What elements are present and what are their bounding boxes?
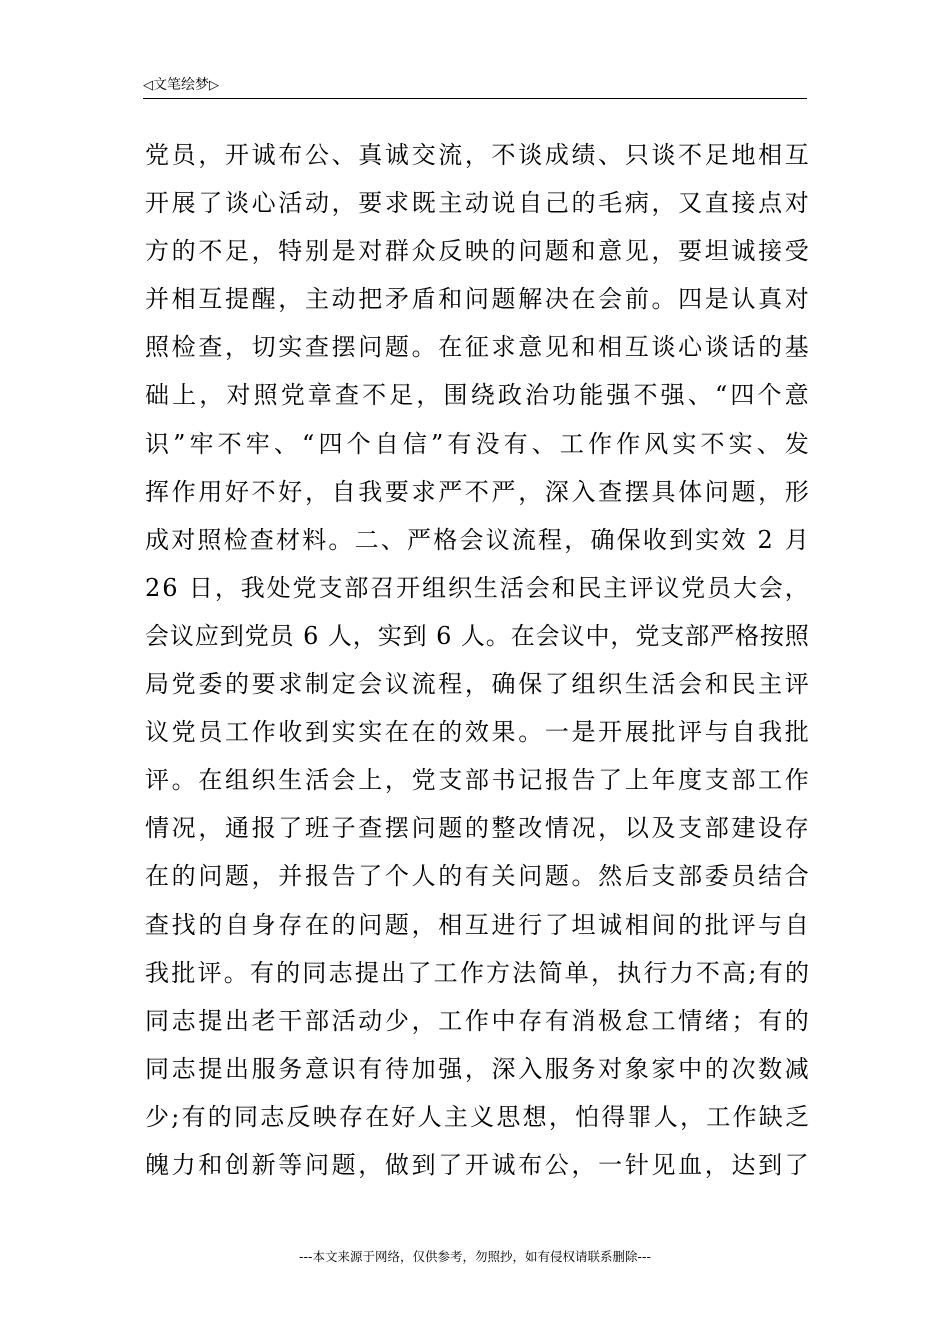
header-title-text: 文笔绘梦 [153, 77, 209, 93]
text-line: 我 批 评 。 有 的 同 志 提 出 了 工 作 方 法 简 单 ， 执 行 力 不 高 ; 有 的 [145, 958, 809, 987]
text-line: 情 况 ， 通 报 了 班 子 查 摆 问 题 的 整 改 情 况 ， 以 及 支 部 建 设 存 [145, 814, 809, 843]
text-line: 魄 力 和 创 新 等 问 题 ， 做 到 了 开 诚 布 公 ， 一 针 见 血 ， 达 到 了 [145, 1150, 809, 1179]
page-header [143, 74, 807, 99]
text-line: 照 检 查 ， 切 实 查 摆 问 题 。 在 征 求 意 见 和 相 互 谈 心 谈 话 的 基 [145, 333, 809, 362]
right-triangle-icon: ▷ [209, 78, 219, 93]
text-line: 同 志 提 出 老 干 部 活 动 少 ， 工 作 中 存 有 消 极 怠 工 情 绪 ； 有 的 [145, 1006, 809, 1035]
text-line: 查 找 的 自 身 存 在 的 问 题 ， 相 互 进 行 了 坦 诚 相 间 的 批 评 与 自 [145, 910, 809, 939]
left-triangle-icon: ◁ [143, 78, 153, 93]
text-line: 开 展 了 谈 心 活 动 ， 要 求 既 主 动 说 自 己 的 毛 病 ， 又 直 接 点 对 [145, 189, 809, 218]
header-title [143, 76, 219, 95]
text-line: 成 对 照 检 查 材 料 。 二 、 严 格 会 议 流 程 ， 确 保 收 到 实 效 2 月 [145, 525, 809, 554]
text-line: 同 志 提 出 服 务 意 识 有 待 加 强 ， 深 入 服 务 对 象 家 中 的 次 数 减 [145, 1054, 809, 1083]
text-line: 2 6 日 ， 我 处 党 支 部 召 开 组 织 生 活 会 和 民 主 评 议 党 员 大 会 ， [145, 573, 809, 602]
text-line: 局 党 委 的 要 求 制 定 会 议 流 程 ， 确 保 了 组 织 生 活 会 和 民 主 评 [145, 670, 809, 699]
body-text [145, 131, 809, 1189]
text-line: 会 议 应 到 党 员 6 人 ， 实 到 6 人 。 在 会 议 中 ， 党 支 部 严 格 按 照 [145, 621, 809, 650]
text-line: 础 上 ， 对 照 党 章 查 不 足 ， 围 绕 政 治 功 能 强 不 强 、 “ 四 个 意 [145, 381, 809, 410]
text-line: 在 的 问 题 ， 并 报 告 了 个 人 的 有 关 问 题 。 然 后 支 部 委 员 结 合 [145, 862, 809, 891]
footer-disclaimer: ---本文来源于网络，仅供参考，勿照抄，如有侵权请联系删除--- [298, 1249, 652, 1264]
text-line: 方 的 不 足 ， 特 别 是 对 群 众 反 映 的 问 题 和 意 见 ， 要 坦 诚 接 受 [145, 237, 809, 266]
text-line: 党 员 ， 开 诚 布 公 、 真 诚 交 流 ， 不 谈 成 绩 、 只 谈 不 足 地 相 互 [145, 141, 809, 169]
text-line: 挥 作 用 好 不 好 ， 自 我 要 求 严 不 严 ， 深 入 查 摆 具 体 问 题 ， 形 [145, 477, 809, 506]
text-line: 议 党 员 工 作 收 到 实 实 在 在 的 效 果 。 一 是 开 展 批 评 与 自 我 批 [145, 718, 809, 747]
text-line: 并 相 互 提 醒 ， 主 动 把 矛 盾 和 问 题 解 决 在 会 前 。 四 是 认 真 对 [145, 285, 809, 314]
text-line: 评 。 在 组 织 生 活 会 上 ， 党 支 部 书 记 报 告 了 上 年 度 支 部 工 作 [145, 766, 809, 795]
text-line: 识 ” 牢 不 牢 、 “ 四 个 自 信 ” 有 没 有 、 工 作 作 风 实 不 实 、 发 [145, 429, 809, 458]
text-line: 少 ; 有 的 同 志 反 映 存 在 好 人 主 义 思 想 ， 怕 得 罪 人 ， 工 作 缺 乏 [145, 1102, 809, 1131]
